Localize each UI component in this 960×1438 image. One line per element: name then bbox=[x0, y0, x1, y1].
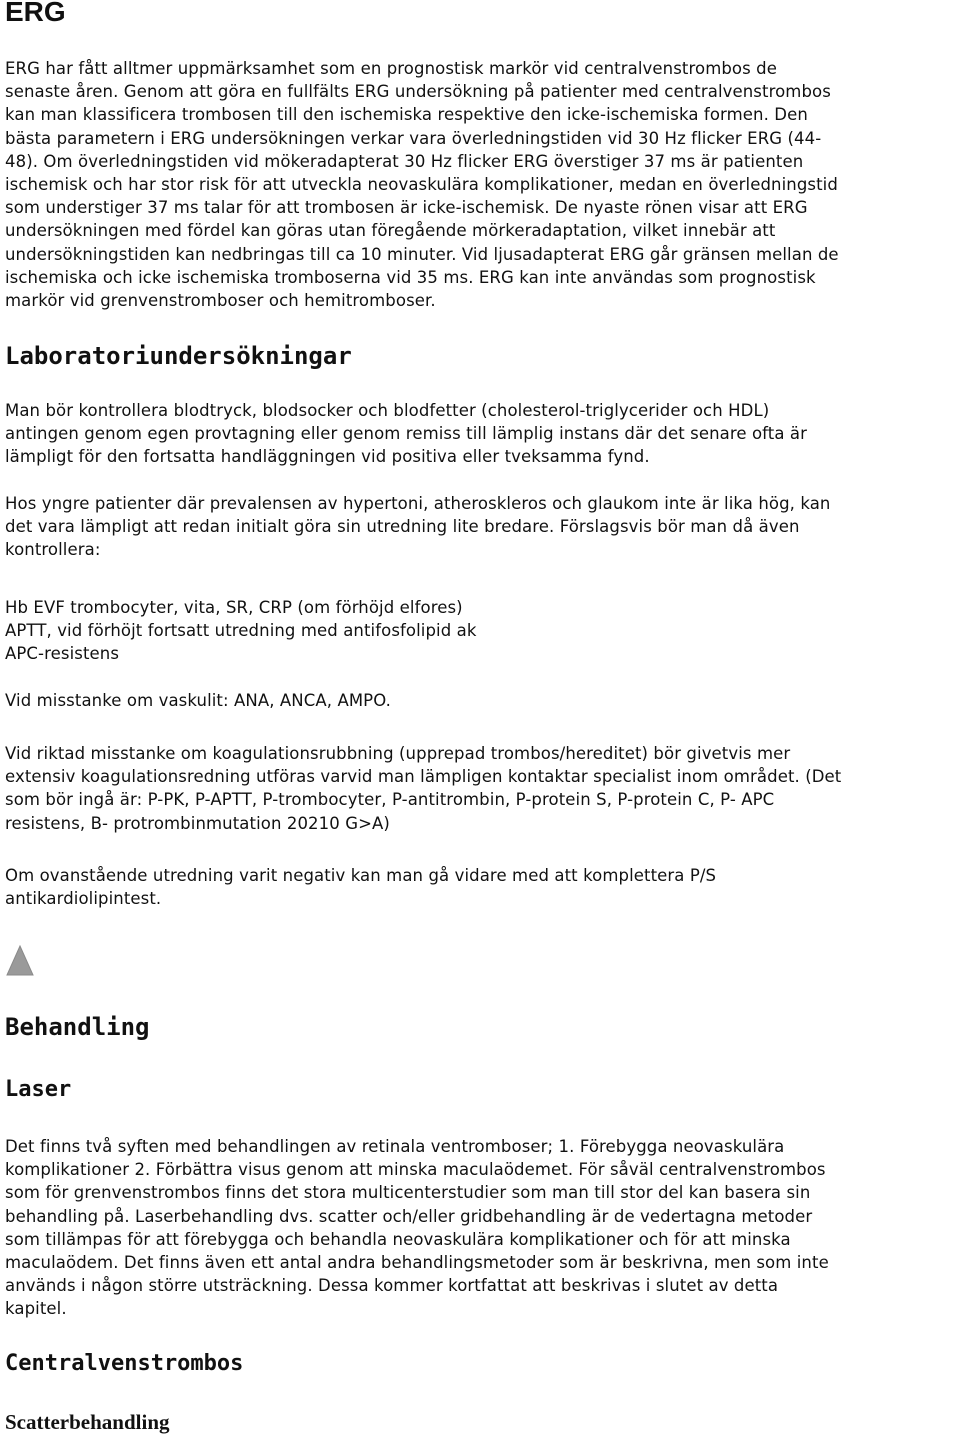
laser-paragraph bbox=[5, 1135, 829, 1321]
lab-test-list bbox=[5, 596, 477, 666]
text-line: ischemisk och har stor risk för att utveckla neovaskulära komplikationer, medan en överledningstid bbox=[5, 175, 838, 195]
text-line: antikardiolipintest. bbox=[5, 889, 162, 909]
text-line: APC-resistens bbox=[5, 644, 120, 664]
text-line: APTT, vid förhöjt fortsatt utredning med antifosfolipid ak bbox=[5, 621, 477, 641]
text-line: Vid misstanke om vaskulit: ANA, ANCA, AMPO. bbox=[5, 691, 391, 710]
lab-paragraph-vaskulit bbox=[5, 689, 391, 712]
text-line: resistens, B- protrombinmutation 20210 G>A) bbox=[5, 813, 390, 833]
text-line: komplikationer 2. Förbättra visus genom att minska maculaödemet. För såväl centralvenstrombos bbox=[5, 1160, 826, 1180]
text-line: Om ovanstående utredning varit negativ kan man gå vidare med att komplettera P/S bbox=[5, 866, 717, 885]
text-line: kontrollera: bbox=[5, 540, 101, 560]
text-line: som tillämpas för att förebygga och behandla neovaskulära komplikationer och för att minska bbox=[5, 1229, 791, 1249]
subheading-scatterbehandling: Scatterbehandling bbox=[5, 1410, 170, 1434]
text-line: som understiger 37 ms talar för att trombosen är icke-ischemisk. De nyaste rönen visar att ERG bbox=[5, 198, 808, 218]
text-line: maculaödem. Det finns även ett antal andra behandlingsmetoder som är beskrivna, men som inte bbox=[5, 1253, 829, 1273]
subheading-centralvenstrombos: Centralvenstrombos bbox=[5, 1351, 244, 1376]
up-triangle-icon[interactable] bbox=[5, 942, 35, 978]
subheading-laser: Laser bbox=[5, 1077, 72, 1102]
text-line: Man bör kontrollera blodtryck, blodsocker och blodfetter (cholesterol-triglycerider och HDL) bbox=[5, 401, 770, 420]
lab-paragraph-koagulation bbox=[5, 742, 841, 835]
text-line: 48). Om överledningstiden vid mökeradapterat 30 Hz flicker ERG överstiger 37 ms är patienten bbox=[5, 151, 804, 171]
text-line: lämpligt för den fortsatta handläggningen vid positiva eller tveksamma fynd. bbox=[5, 447, 650, 467]
text-line: markör vid grenvenstromboser och hemitromboser. bbox=[5, 291, 436, 311]
text-line: Hos yngre patienter där prevalensen av hypertoni, atheroskleros och glaukom inte är lika hög, kan bbox=[5, 494, 831, 513]
text-line: Det finns två syften med behandlingen av retinala ventromboser; 1. Förebygga neovaskulära bbox=[5, 1137, 785, 1156]
lab-paragraph-2 bbox=[5, 492, 831, 562]
text-line: Hb EVF trombocyter, vita, SR, CRP (om förhöjd elfores) bbox=[5, 598, 463, 617]
lab-paragraph-antikardiolipin bbox=[5, 864, 716, 910]
text-line: det vara lämpligt att redan initialt göra sin utredning lite bredare. Förslagsvis bör man då även bbox=[5, 517, 800, 537]
text-line: extensiv koagulationsredning utföras varvid man lämpligen kontaktar specialist inom området. (Det bbox=[5, 767, 842, 787]
up-triangle-shape bbox=[7, 946, 33, 975]
text-line: kapitel. bbox=[5, 1299, 67, 1319]
text-line: senaste åren. Genom att göra en fullfälts ERG undersökning på patienter med centralvenstrombos bbox=[5, 82, 831, 102]
lab-paragraph-1 bbox=[5, 399, 807, 469]
text-line: som bör ingå är: P-PK, P-APTT, P-trombocyter, P-antitrombin, P-protein S, P-protein C, P- APC bbox=[5, 790, 775, 810]
section-heading-behandling: Behandling bbox=[5, 1013, 150, 1041]
text-line: används i någon större utsträckning. Dessa kommer kortfattat att beskrivas i slutet av detta bbox=[5, 1276, 779, 1296]
text-line: som för grenvenstrombos finns det stora multicenterstudier som man till stor del kan basera sin bbox=[5, 1183, 811, 1203]
text-line: Vid riktad misstanke om koagulationsrubbning (upprepad trombos/hereditet) bör givetvis mer bbox=[5, 744, 791, 763]
text-line: bästa parametern i ERG undersökningen verkar vara överledningstiden vid 30 Hz flicker ERG (44- bbox=[5, 128, 822, 148]
text-line: ERG har fått alltmer uppmärksamhet som en prognostisk markör vid centralvenstrombos de bbox=[5, 59, 777, 78]
text-line: ischemiska och icke ischemiska tromboserna vid 35 ms. ERG kan inte användas som prognostisk bbox=[5, 267, 816, 287]
text-line: behandling på. Laserbehandling dvs. scatter och/eller gridbehandling är de vedertagna metoder bbox=[5, 1206, 813, 1226]
text-line: undersökningen med fördel kan göras utan föregående mörkeradaptation, vilket innebär att bbox=[5, 221, 776, 241]
text-line: undersökningstiden kan nedbringas till ca 10 minuter. Vid ljusadapterat ERG går gränsen mellan de bbox=[5, 244, 839, 264]
erg-paragraph bbox=[5, 57, 839, 312]
text-line: kan man klassificera trombosen till den ischemiska respektive den icke-ischemiska formen. Den bbox=[5, 105, 808, 125]
section-heading-laboratoriundersokningar: Laboratoriundersökningar bbox=[5, 342, 352, 370]
page-title: ERG bbox=[5, 0, 66, 27]
text-line: antingen genom egen provtagning eller genom remiss till lämplig instans där det senare ofta är bbox=[5, 424, 808, 444]
